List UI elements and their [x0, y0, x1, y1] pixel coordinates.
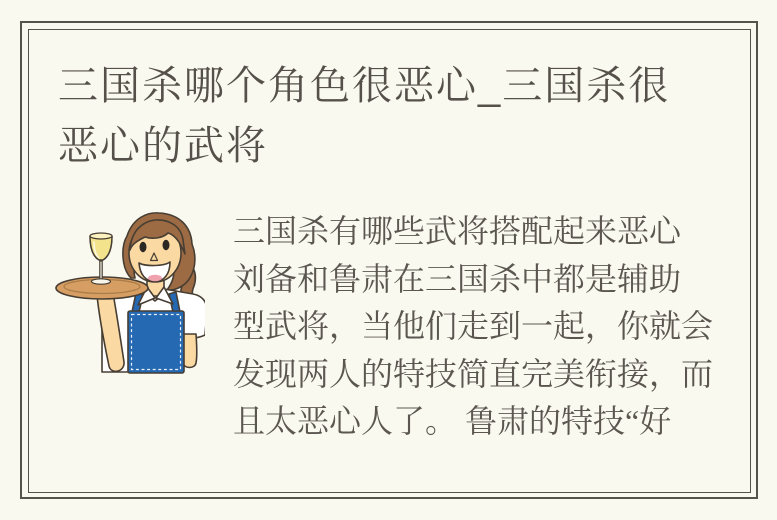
left-eye-icon: [140, 242, 147, 252]
inner-frame-border: [28, 29, 751, 493]
article-title-line: 恶心的武将: [58, 124, 268, 168]
apron-bib: [128, 311, 184, 373]
body-text-line: 刘备和鲁肃在三国杀中都是辅助: [233, 260, 682, 297]
waitress-svg: [55, 198, 205, 380]
body-text-line: 三国杀有哪些武将搭配起来恶心: [233, 213, 682, 249]
wine-glass-bowl: [90, 236, 112, 260]
right-eye-icon: [163, 240, 170, 250]
body-text-line: 且太恶心人了。 鲁肃的特技“好: [233, 403, 672, 439]
body-text-line: 发现两人的特技简直完美衔接，而: [233, 355, 714, 392]
wine-glass-foot: [92, 279, 111, 284]
article-title-line: 三国杀哪个角色很恶心_三国杀很: [58, 64, 671, 108]
wine-glass-stem: [100, 261, 102, 280]
wine-surface: [90, 233, 112, 239]
waitress-illustration: [55, 198, 205, 380]
article-title: [58, 56, 738, 176]
article-body: [233, 208, 713, 446]
body-text-line: 型武将，当他们走到一起，你就会: [233, 308, 714, 344]
outer-frame-border: [20, 21, 758, 499]
tongue: [148, 275, 162, 281]
